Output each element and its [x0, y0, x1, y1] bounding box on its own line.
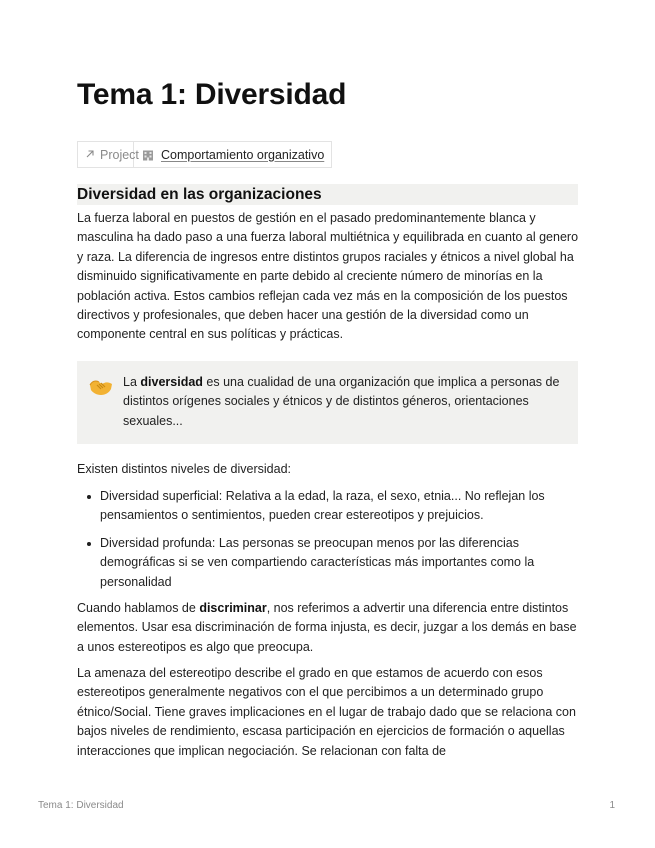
levels-list — [77, 487, 581, 600]
building-icon — [142, 149, 154, 161]
discriminate-paragraph: Cuando hablamos de discriminar, nos referimos a advertir una diferencia entre distintos elementos. Usar esa discriminación de forma injusta, es decir, juzgar a los demás en base a unos estereotipos es algo que preocupa. — [77, 601, 577, 654]
page-number: 1 — [609, 800, 615, 811]
handshake-icon — [89, 376, 113, 398]
project-link[interactable] — [134, 142, 331, 167]
page-title: Tema 1: Diversidad — [77, 78, 347, 111]
property-key — [78, 142, 139, 167]
arrow-up-right-icon — [85, 148, 95, 162]
stereotype-threat-paragraph: La amenaza del estereotipo describe el grado en que estamos de acuerdo con esos estereotipos generalmente negativos con el que percibimos a un determinado grupo étnico/Social. Tiene graves implicaciones en el lugar de trabajo dado que se relaciona con bajos niveles de rendimiento, escasa participación en ejercicios de formación o aquellas interacciones que implican negociación. Se relacionan con falta de — [77, 666, 576, 758]
section-heading: Diversidad en las organizaciones — [77, 184, 578, 205]
property-key-label: Project — [100, 147, 139, 162]
discriminate-bold-term: discriminar — [199, 601, 267, 615]
properties-row — [77, 141, 332, 168]
list-item: Diversidad profunda: Las personas se preocupan menos por las diferencias demográficas si se ven compartiendo características más importantes como la personalidad — [77, 534, 581, 592]
list-item: Diversidad superficial: Relativa a la edad, la raza, el sexo, etnia... No reflejan los pensamientos o sentimientos, pueden crear estereotipos y prejuicios. — [77, 487, 581, 526]
callout-text: La diversidad es una cualidad de una organización que implica a personas de distintos orígenes sociales y étnicos y de distintos géneros, orientaciones sexuales... — [123, 375, 560, 428]
intro-paragraph: La fuerza laboral en puestos de gestión en el pasado predominantemente blanca y masculina ha dado paso a una fuerza laboral multiétnica y equilibrada en cuanto al genero y raza. La diferencia de ingresos entre distintos grupos raciales y étnicos a nivel global ha disminuido significativamente en parte debido al creciente número de minorías en la población activa. Estos cambios reflejan cada vez más en la composición de los puestos directivos y profesionales, que deben hacer una gestión de la diversidad como un componente central en sus políticas y prácticas. — [77, 211, 579, 342]
project-link-label[interactable]: Comportamiento organizativo — [161, 147, 325, 162]
callout-bold-term: diversidad — [140, 375, 203, 389]
footer-title: Tema 1: Diversidad — [38, 800, 124, 811]
levels-intro: Existen distintos niveles de diversidad: — [77, 462, 292, 476]
definition-callout — [77, 361, 578, 444]
